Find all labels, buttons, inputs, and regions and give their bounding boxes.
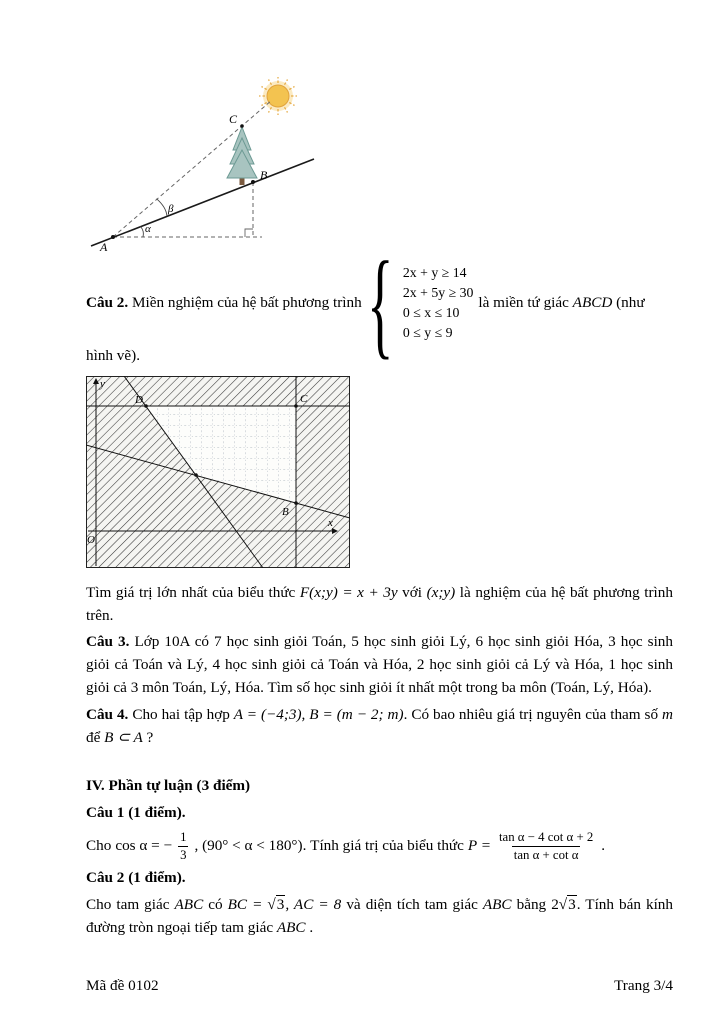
right-angle-mark <box>245 229 253 237</box>
alpha-arc <box>141 227 144 238</box>
label-A: A <box>100 240 108 254</box>
page-number: Trang 3/4 <box>614 977 673 995</box>
abcd-label: ABCD <box>572 293 613 311</box>
brace-symbol: { <box>366 236 394 370</box>
point-C <box>240 124 244 128</box>
tl1-paragraph: Cho cos α = − $\frac{1}{3}$ , (90° < α < 180°). Tính giá trị của biểu thức P = $\frac{\text{tan α − 4 cot α + 2}}{\text{tan α + cot α}}$ . <box>86 829 606 862</box>
cau3-label: Câu 3. <box>86 633 130 651</box>
point-B <box>251 180 255 184</box>
cau4-label: Câu 4. <box>86 705 129 723</box>
cau2-intro: Câu 2. Miền nghiệm của hệ bất phương trình <box>86 293 362 311</box>
formula-subset: B ⊂ A <box>104 728 143 746</box>
cau2-line2: hình vẽ). <box>86 347 140 364</box>
graph-label-D: D <box>135 393 143 406</box>
fraction-P: $\frac{\text{tan α − 4 cot α + 2}}{\text{tan α + cot α}}$ <box>498 829 594 862</box>
sqrt-sign: √ <box>558 896 568 914</box>
graph-label-C: C <box>300 392 308 405</box>
triangle-ABC: ABC <box>276 918 306 936</box>
fraction-one-third: $\frac{1}{3}$ <box>180 829 187 862</box>
sqrt-3: √3 <box>558 896 576 914</box>
graph-label-O: O <box>87 533 95 546</box>
system-line: 2x + y ≥ 14 <box>402 265 467 280</box>
feasible-region-graph <box>86 376 350 568</box>
vertex-A <box>194 473 198 477</box>
slope-line <box>91 159 314 246</box>
vertex-B <box>294 501 298 505</box>
formula-cos: cos α = − <box>115 836 173 854</box>
formula-sets: A = (−4;3), B = (m − 2; m) <box>233 705 404 723</box>
vertex-C <box>294 404 298 408</box>
system-lines <box>403 263 474 343</box>
label-C: C <box>229 112 238 126</box>
find-max-paragraph: Tìm giá trị lớn nhất của biểu thức F(x;y) = x + 3y với (x;y) là nghiệm của hệ bất phương trình trên. <box>86 583 673 624</box>
tree-icon <box>227 127 257 185</box>
formula-BC: BC = <box>227 896 268 914</box>
cau4-paragraph: Câu 4. Cho hai tập hợp A = (−4;3), B = (m − 2; m). Có bao nhiêu giá trị nguyên của tham số m để B ⊂ A ? <box>86 705 673 746</box>
graph-label-x: x <box>328 516 333 529</box>
exam-code: Mã đề 0102 <box>86 977 159 995</box>
label-B: B <box>260 168 268 182</box>
triangle-ABC: ABC <box>482 896 512 914</box>
tl2-paragraph: Cho tam giác ABC có BC = √3, AC = 8 và diện tích tam giác ABC bằng 2√3. Tính bán kính đường tròn ngoại tiếp tam giác ABC . <box>86 896 673 936</box>
formula-F: F(x;y) = x + 3y <box>299 583 398 601</box>
cau2-after: là miền tứ giác ABCD (như <box>478 293 645 311</box>
triangle-ABC: ABC <box>174 896 204 914</box>
system-line: 2x + 5y ≥ 30 <box>402 285 474 300</box>
sun-icon <box>259 77 297 115</box>
formula-xy: (x;y) <box>426 583 456 601</box>
two-sqrt-3: 2√3 <box>551 896 576 914</box>
sqrt-sign: √ <box>267 896 276 914</box>
system-line: 0 ≤ y ≤ 9 <box>402 325 453 340</box>
system-line: 0 ≤ x ≤ 10 <box>402 305 460 320</box>
vertex-D <box>144 404 148 408</box>
point-A <box>111 235 115 239</box>
label-alpha: α <box>145 223 151 235</box>
label-beta: β <box>168 203 174 215</box>
section4-title: IV. Phần tự luận (3 điểm) <box>86 777 251 795</box>
cau3-paragraph: Câu 3. Lớp 10A có 7 học sinh giỏi Toán, 5 học sinh giỏi Lý, 6 học sinh giỏi Hóa, 3 học sinh giỏi cả Toán và Lý, 4 học sinh giỏi cả Toán và Hóa, 2 học sinh giỏi cả Lý và Hóa, 1 học sinh giỏi cả 3 môn Toán, Lý, Hóa. Tìm số học sinh giỏi ít nhất một trong ba môn (Toán, Lý, Hóa). <box>86 633 673 696</box>
inequality-system <box>366 236 474 370</box>
var-P: P = <box>467 836 491 854</box>
sqrt-3: √3 <box>267 896 285 914</box>
tl2-label: Câu 2 (1 điểm). <box>86 869 186 887</box>
graph-label-y: y <box>100 377 105 390</box>
page-footer <box>86 975 673 998</box>
cau2-label: Câu 2. <box>86 293 129 311</box>
graph-label-B: B <box>282 505 289 518</box>
slope-diagram <box>86 64 326 259</box>
formula-AC: , AC = 8 <box>285 896 342 914</box>
tl1-label: Câu 1 (1 điểm). <box>86 804 186 822</box>
spacer <box>86 751 673 773</box>
beta-arc <box>157 199 167 216</box>
var-m: m <box>662 705 673 723</box>
